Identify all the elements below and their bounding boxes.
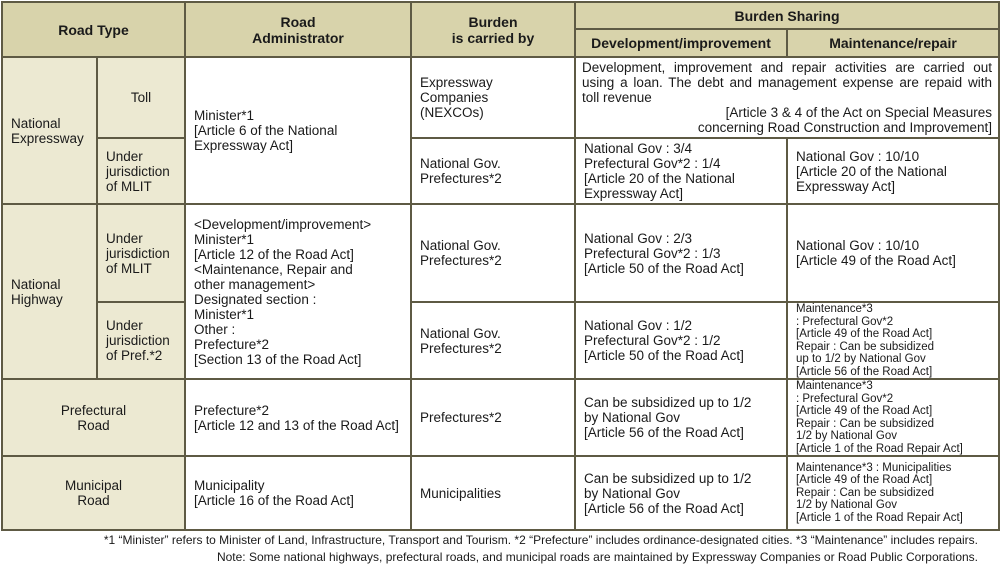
sharing-toll-text: Development, improvement and repair activities are carried out using a loan. The debt and management expense are repaid with toll revenue: [582, 60, 993, 105]
burden-sharing-table: [1, 1, 1000, 531]
header-burden-sharing: Burden Sharing: [575, 2, 999, 29]
maint-expressway-mlit: National Gov : 10/10 [Article 20 of the National Expressway Act]: [787, 138, 999, 204]
administrator-national-expressway: Minister*1 [Article 6 of the National Expressway Act]: [185, 57, 411, 204]
administrator-prefectural-road: Prefecture*2 [Article 12 and 13 of the Road Act]: [185, 379, 411, 456]
subtype-expressway-mlit: Under jurisdiction of MLIT: [97, 138, 185, 204]
carried-by-prefectural-road: Prefectures*2: [411, 379, 575, 456]
carried-by-toll: Expressway Companies (NEXCOs): [411, 57, 575, 138]
road-type-prefectural-road: Prefectural Road: [2, 379, 185, 456]
road-type-municipal-road: Municipal Road: [2, 456, 185, 530]
maint-highway-pref: Maintenance*3 : Prefectural Gov*2 [Article 49 of the Road Act] Repair : Can be subsidized up to 1/2 by National Gov [Article 56 of the Road Act]: [787, 302, 999, 379]
carried-by-municipal-road: Municipalities: [411, 456, 575, 530]
carried-by-expressway-mlit: National Gov. Prefectures*2: [411, 138, 575, 204]
subtype-highway-mlit: Under jurisdiction of MLIT: [97, 204, 185, 302]
dev-highway-mlit: National Gov : 2/3 Prefectural Gov*2 : 1/3 [Article 50 of the Road Act]: [575, 204, 787, 302]
dev-expressway-mlit: National Gov : 3/4 Prefectural Gov*2 : 1/4 [Article 20 of the National Expressway Act]: [575, 138, 787, 204]
dev-prefectural-road: Can be subsidized up to 1/2 by National Gov [Article 56 of the Road Act]: [575, 379, 787, 456]
maint-municipal-road: Maintenance*3 : Municipalities [Article 49 of the Road Act] Repair : Can be subsidized 1/2 by National Gov [Article 1 of the Road Repair Act]: [787, 456, 999, 530]
road-type-national-highway: National Highway: [2, 204, 97, 379]
header-road-type: Road Type: [2, 2, 185, 57]
dev-highway-pref: National Gov : 1/2 Prefectural Gov*2 : 1/2 [Article 50 of the Road Act]: [575, 302, 787, 379]
footnote-definitions: *1 “Minister” refers to Minister of Land, Infrastructure, Transport and Tourism. *2 “Prefecture” includes ordinance-designated cities. *3 “Maintenance” includes repairs.: [103, 533, 978, 547]
header-burden-carried-by: Burden is carried by: [411, 2, 575, 57]
header-development-improvement: Development/improvement: [575, 29, 787, 57]
header-road-administrator: Road Administrator: [185, 2, 411, 57]
subtype-toll: Toll: [97, 57, 185, 138]
road-type-national-expressway: National Expressway: [2, 57, 97, 204]
header-maintenance-repair: Maintenance/repair: [787, 29, 999, 57]
administrator-national-highway: <Development/improvement> Minister*1 [Article 12 of the Road Act] <Maintenance, Repair and other management> Designated section : Minister*1 Other : Prefecture*2 [Section 13 of the Road Act]: [185, 204, 411, 379]
maint-prefectural-road: Maintenance*3 : Prefectural Gov*2 [Article 49 of the Road Act] Repair : Can be subsidized 1/2 by National Gov [Article 1 of the Road Repair Act]: [787, 379, 999, 456]
dev-municipal-road: Can be subsidized up to 1/2 by National Gov [Article 56 of the Road Act]: [575, 456, 787, 530]
sharing-toll: [575, 57, 999, 138]
footnote-note: Note: Some national highways, prefectural roads, and municipal roads are maintained by Expressway Companies or Road Public Corporations.: [216, 550, 978, 564]
maint-highway-mlit: National Gov : 10/10 [Article 49 of the Road Act]: [787, 204, 999, 302]
sharing-toll-article: [Article 3 & 4 of the Act on Special Measures concerning Road Construction and Improvement]: [697, 105, 993, 135]
carried-by-highway-pref: National Gov. Prefectures*2: [411, 302, 575, 379]
administrator-municipal-road: Municipality [Article 16 of the Road Act]: [185, 456, 411, 530]
subtype-highway-pref: Under jurisdiction of Pref.*2: [97, 302, 185, 379]
carried-by-highway-mlit: National Gov. Prefectures*2: [411, 204, 575, 302]
